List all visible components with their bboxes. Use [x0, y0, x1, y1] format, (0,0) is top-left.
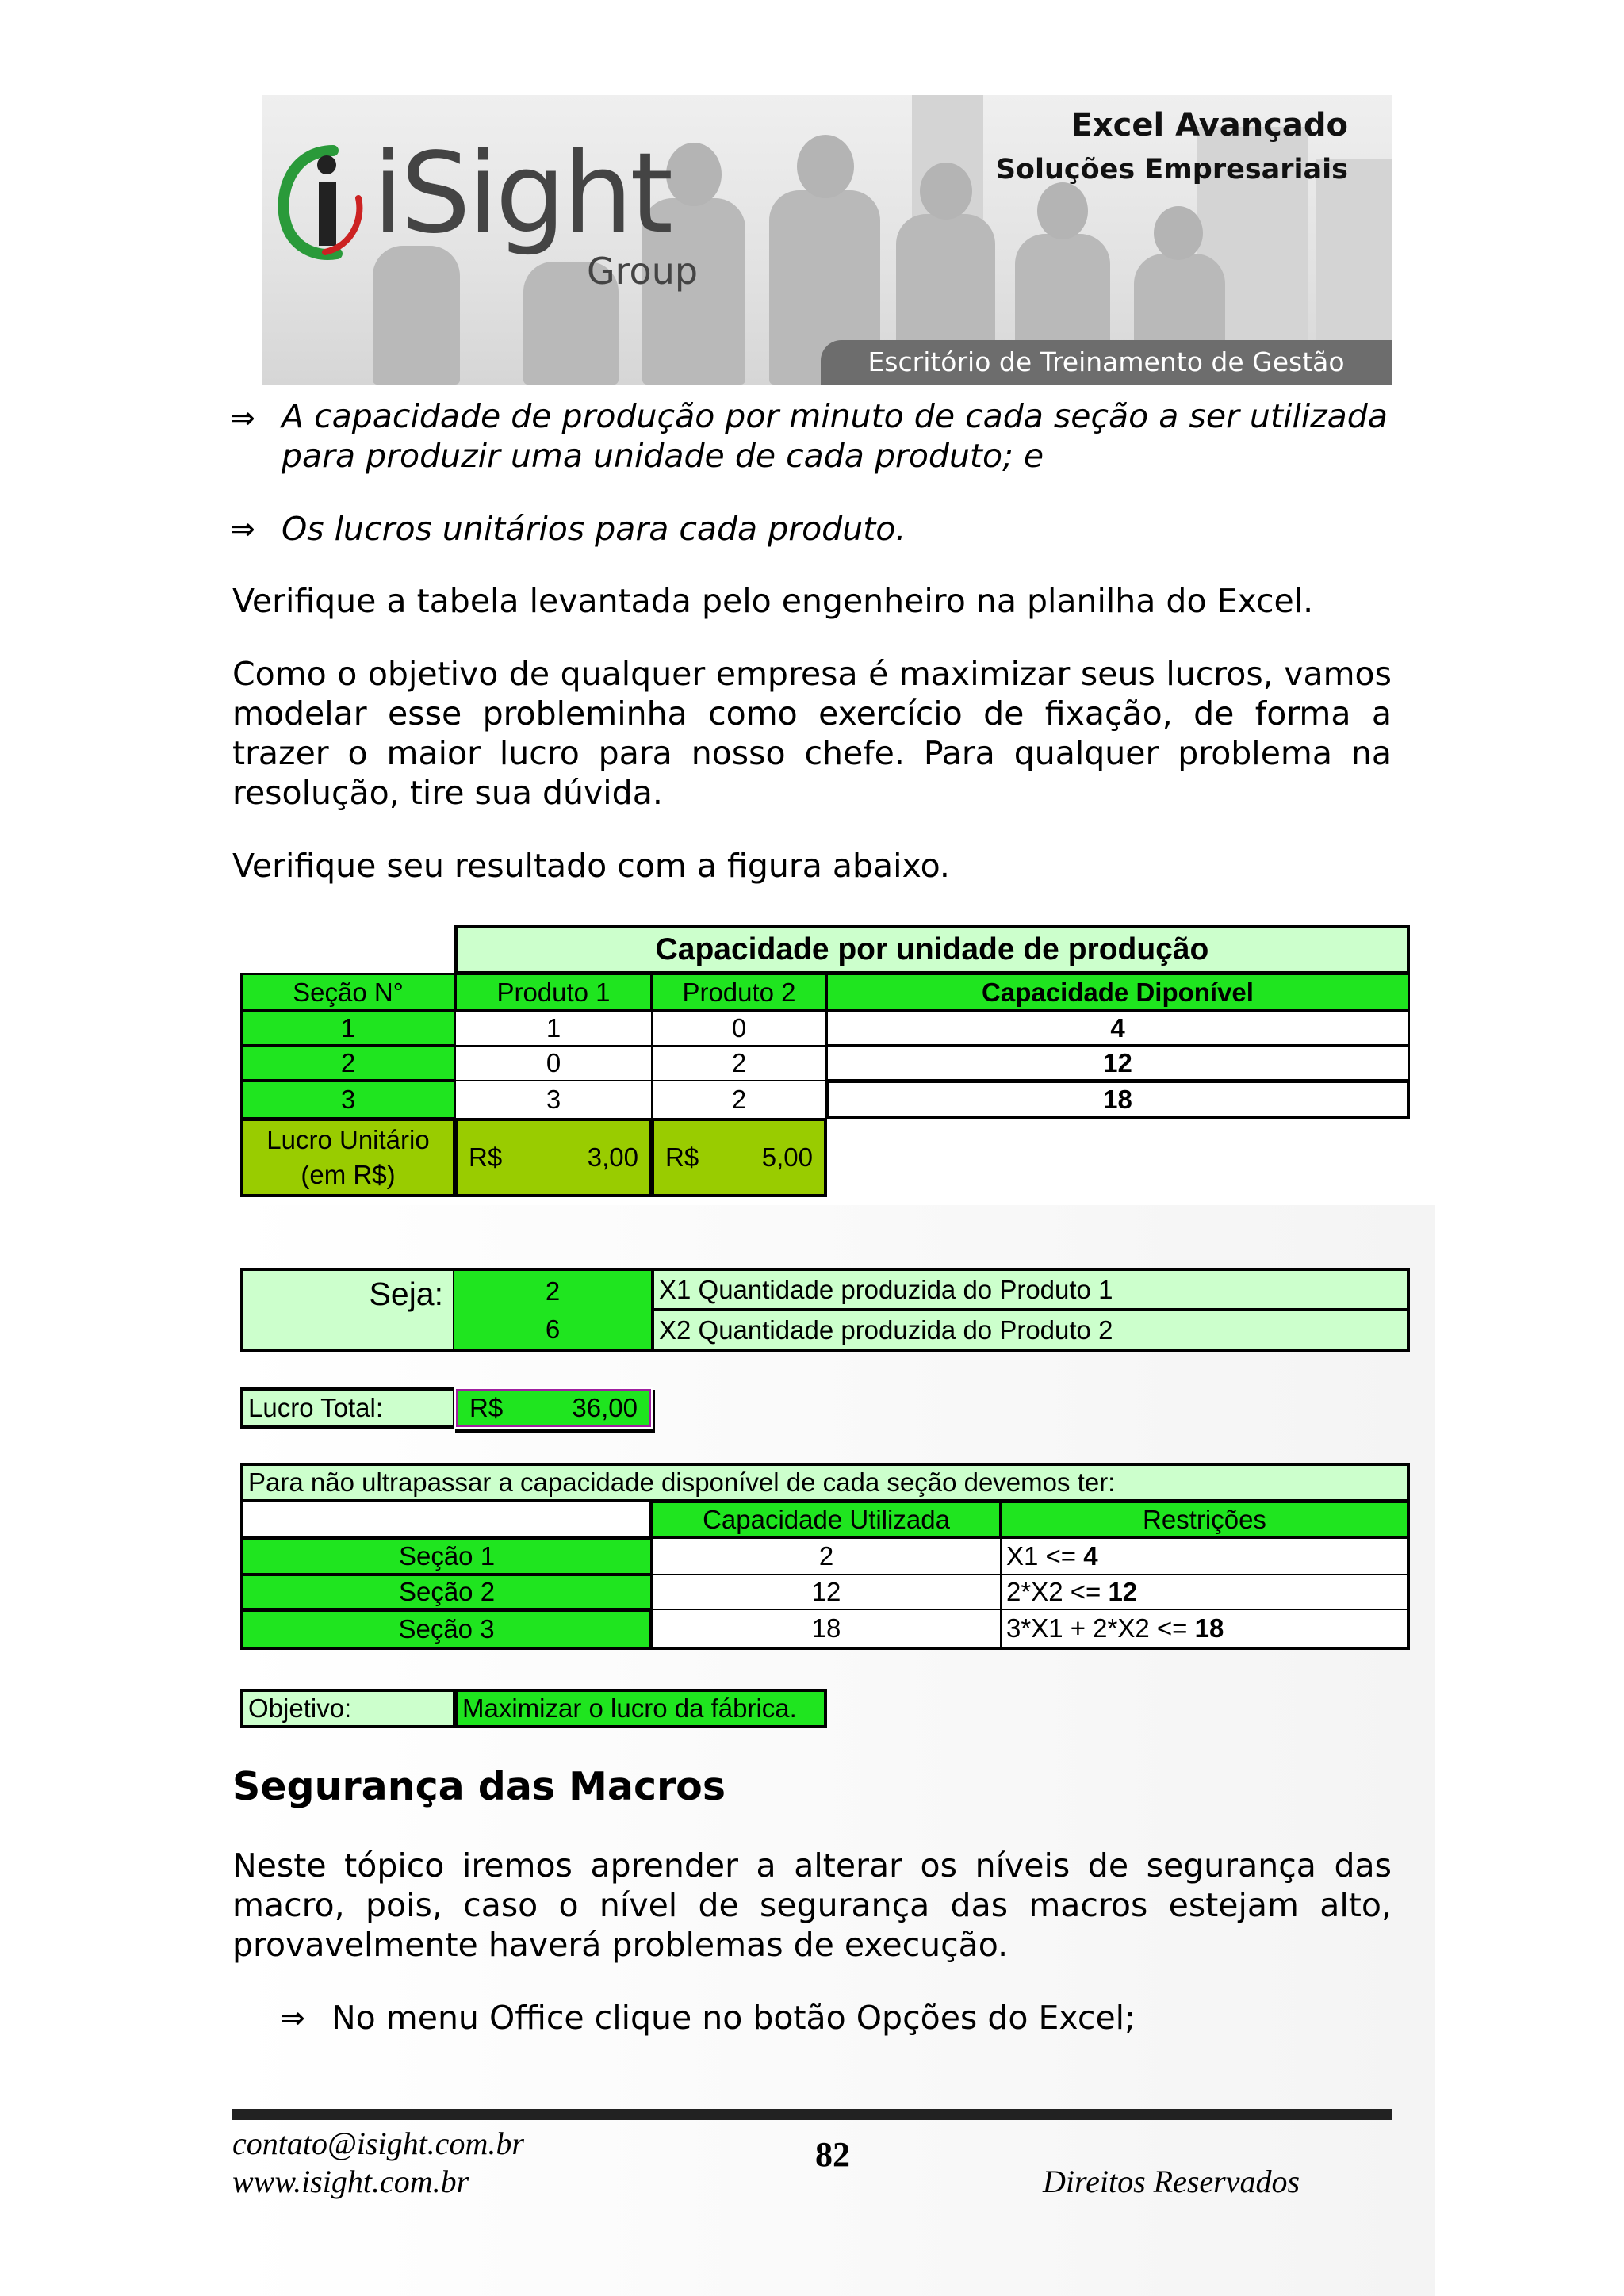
table2-row-secao: Seção 1 — [240, 1537, 653, 1575]
paragraph-verifique-tabela: Verifique a tabela levantada pelo engenheiro na planilha do Excel. — [232, 582, 1314, 620]
restricao-expr: 3*X1 + 2*X2 <= — [1006, 1613, 1195, 1643]
table1-row-produto1: 3 — [454, 1080, 653, 1119]
header-banner — [262, 95, 1392, 385]
lucro-unitario-label — [240, 1118, 456, 1197]
lucro-unitario-label-line2: (em R$) — [301, 1160, 396, 1189]
isight-logo — [270, 111, 714, 349]
table1-row-secao: 1 — [240, 1010, 456, 1047]
restricao-limite: 18 — [1194, 1613, 1224, 1643]
arrow-icon: ⇒ — [230, 400, 255, 435]
table1-row-capacidade: 12 — [825, 1045, 1410, 1081]
table2-row-capacidade: 2 — [651, 1537, 1002, 1575]
logo-group-label: Group — [587, 250, 699, 293]
lucro-total-label: Lucro Total: — [240, 1387, 456, 1429]
arrow-icon: ⇒ — [280, 2000, 305, 2035]
currency-symbol: R$ — [665, 1142, 699, 1172]
table1-row-produto1: 1 — [454, 1010, 653, 1047]
objetivo-value: Maximizar o lucro da fábrica. — [454, 1689, 827, 1728]
banner-title-line2: Soluções Empresariais — [995, 154, 1348, 186]
restricao-expr: 2*X2 <= — [1006, 1577, 1109, 1606]
table2-row-secao: Seção 3 — [240, 1609, 653, 1650]
table2-row-restricao — [1000, 1574, 1410, 1610]
footer-website: www.isight.com.br — [232, 2164, 469, 2199]
person-head — [920, 163, 972, 220]
table1-header-secao: Seção N° — [240, 973, 456, 1012]
table2-row-secao: Seção 2 — [240, 1574, 653, 1610]
table1-row-capacidade: 4 — [825, 1010, 1410, 1047]
table1-header-produto1: Produto 1 — [454, 973, 653, 1012]
table2-header-blank — [240, 1501, 653, 1539]
seja-x2-value: 6 — [454, 1310, 653, 1352]
table2-title: Para não ultrapassar a capacidade disponível de cada seção devemos ter: — [240, 1463, 1410, 1502]
currency-symbol: R$ — [469, 1142, 503, 1172]
lucro-value: 3,00 — [587, 1142, 638, 1172]
seja-x1-desc: X1 Quantidade produzida do Produto 1 — [651, 1268, 1410, 1311]
table1-title: Capacidade por unidade de produção — [454, 925, 1410, 974]
table1-row-produto2: 2 — [651, 1080, 827, 1119]
table1-header-produto2: Produto 2 — [651, 973, 827, 1012]
footer-rule — [232, 2109, 1392, 2120]
objetivo-label: Objetivo: — [240, 1689, 456, 1728]
seja-x1-value: 2 — [454, 1268, 653, 1311]
paragraph-verifique-resultado: Verifique seu resultado com a figura abaixo. — [232, 847, 950, 885]
logo-wordmark: iSight — [373, 129, 671, 258]
table1-row-produto2: 2 — [651, 1045, 827, 1081]
banner-title-line1: Excel Avançado — [1071, 107, 1348, 144]
lucro-unitario-produto2 — [651, 1118, 827, 1197]
paragraph-seguranca: Neste tópico iremos aprender a alterar os níveis de segurança das macro, pois, caso o nível de segurança das macros estejam alto, provavelmente haverá problemas de execução. — [232, 1846, 1392, 1964]
bullet-lucros: Os lucros unitários para cada produto. — [282, 510, 906, 548]
lucro-value: 5,00 — [761, 1142, 813, 1172]
section-heading: Segurança das Macros — [232, 1764, 726, 1809]
table1-row-capacidade: 18 — [825, 1080, 1410, 1119]
footer-rights: Direitos Reservados — [1043, 2164, 1300, 2199]
footer-email: contato@isight.com.br — [232, 2126, 524, 2161]
lucro-unitario-produto1 — [454, 1118, 653, 1197]
person-head — [797, 135, 854, 198]
lucro-total-value: 36,00 — [572, 1393, 638, 1422]
table2-row-capacidade: 18 — [651, 1609, 1002, 1650]
banner-title — [996, 103, 1348, 192]
table2-row-capacidade: 12 — [651, 1574, 1002, 1610]
restricao-limite: 4 — [1083, 1541, 1098, 1571]
page-number: 82 — [815, 2135, 850, 2174]
table2-row-restricao — [1000, 1609, 1410, 1650]
table2-row-restricao — [1000, 1537, 1410, 1575]
lucro-total-cell[interactable] — [456, 1389, 651, 1427]
paragraph-objetivo: Como o objetivo de qualquer empresa é maximizar seus lucros, vamos modelar esse probleminha como exercício de fixação, de forma a trazer o maior lucro para nosso chefe. Para qualquer problema na resolução, tire sua dúvida. — [232, 655, 1392, 812]
table1-row-secao: 3 — [240, 1080, 456, 1119]
lucro-unitario-label-line1: Lucro Unitário — [266, 1125, 430, 1154]
logo-i-icon — [278, 143, 365, 262]
table1-header-capacidade: Capacidade Diponível — [825, 973, 1410, 1012]
bullet-capacidade: A capacidade de produção por minuto de cada seção a ser utilizada para produzir uma unidade de cada produto; e — [282, 397, 1388, 475]
table1-row-secao: 2 — [240, 1045, 456, 1081]
person-head — [1154, 206, 1203, 260]
seja-x2-desc: X2 Quantidade produzida do Produto 2 — [651, 1310, 1410, 1352]
table2-header-restricoes: Restrições — [1000, 1501, 1410, 1539]
banner-ribbon: Escritório de Treinamento de Gestão — [821, 340, 1392, 385]
restricao-expr: X1 <= — [1006, 1541, 1084, 1571]
restricao-limite: 12 — [1108, 1577, 1138, 1606]
table1-row-produto2: 0 — [651, 1010, 827, 1047]
currency-symbol: R$ — [469, 1393, 504, 1422]
arrow-icon: ⇒ — [230, 511, 255, 546]
table2-header-capacidade: Capacidade Utilizada — [651, 1501, 1002, 1539]
table1-row-produto1: 0 — [454, 1045, 653, 1081]
seja-label: Seja: — [240, 1268, 456, 1352]
bullet-menu-office: No menu Office clique no botão Opções do Excel; — [331, 1999, 1136, 2037]
